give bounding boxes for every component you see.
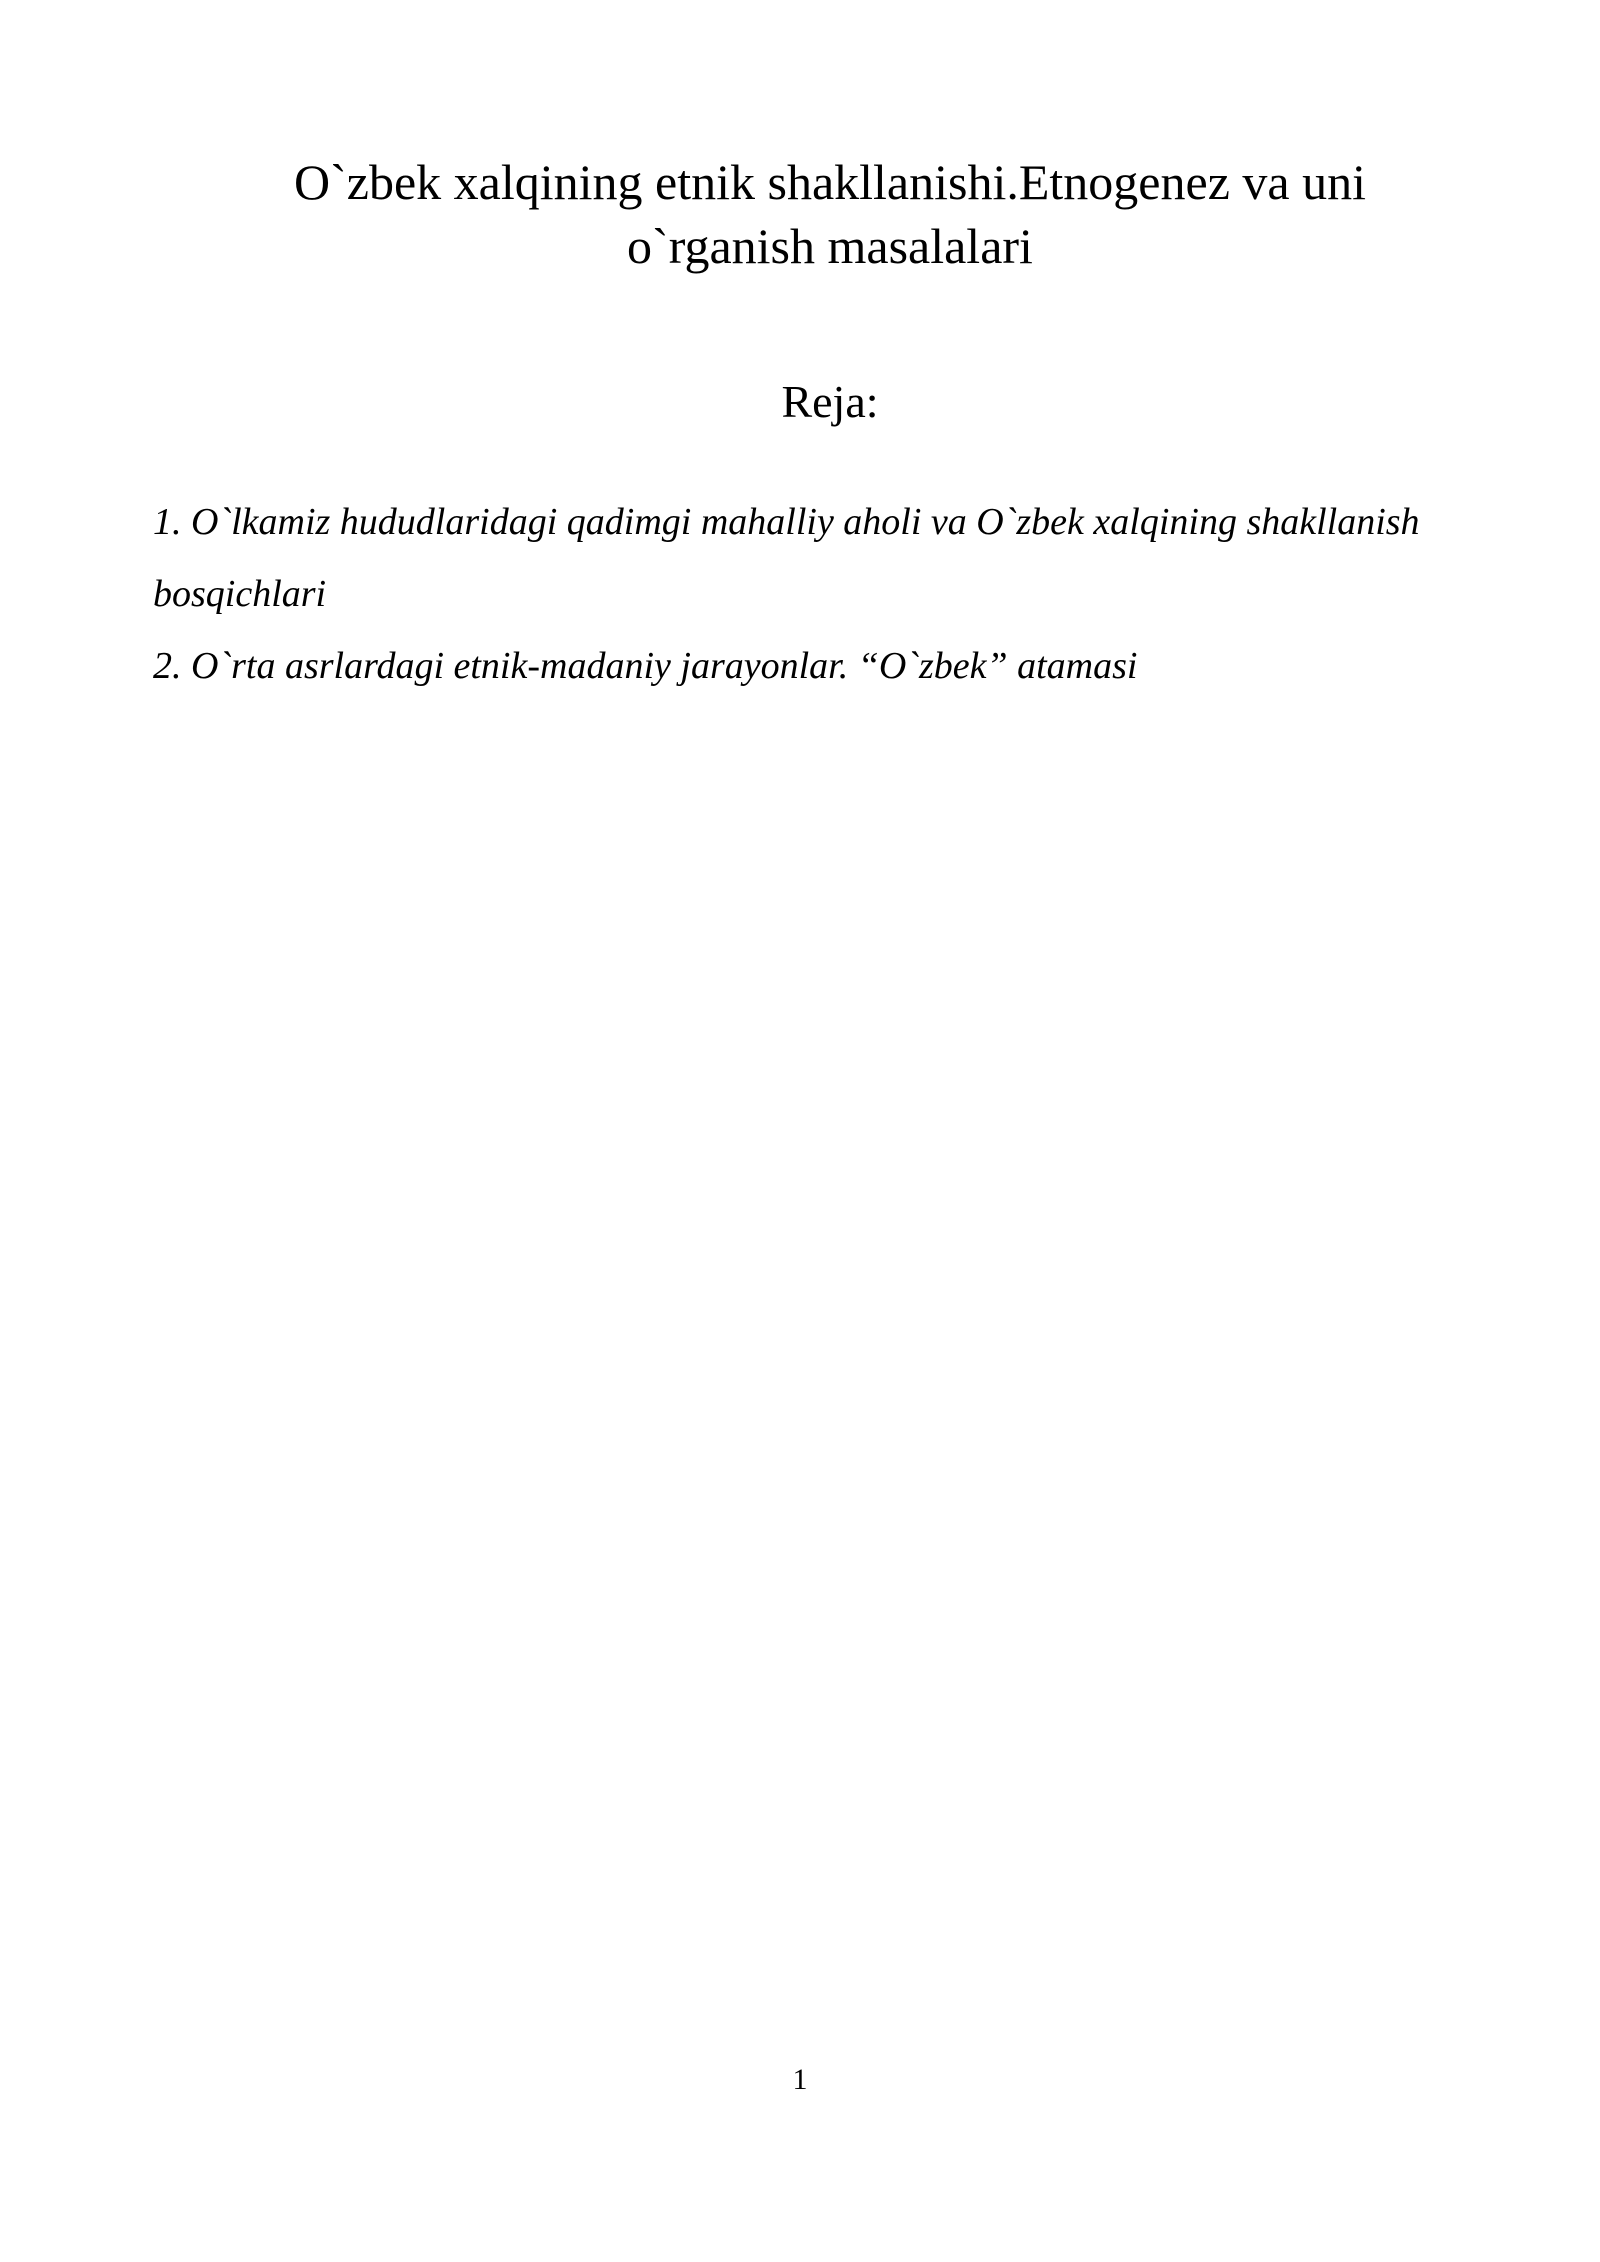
- plan-item-1: 1. O`lkamiz hududlaridagi qadimgi mahalliy aholi va O`zbek xalqining shakllanish bosqichlari: [153, 501, 1420, 615]
- plan-heading: Reja:: [781, 376, 879, 427]
- page-number: 1: [792, 2063, 808, 2096]
- document-title-line-1: O`zbek xalqining etnik shakllanishi.Etnogenez va uni: [294, 154, 1366, 210]
- document-title-line-2: o`rganish masalalari: [627, 218, 1033, 274]
- plan-item-2: 2. O`rta asrlardagi etnik-madaniy jarayonlar. “O`zbek” atamasi: [153, 645, 1138, 687]
- document-title: [150, 150, 1510, 278]
- plan-list: [153, 486, 1453, 702]
